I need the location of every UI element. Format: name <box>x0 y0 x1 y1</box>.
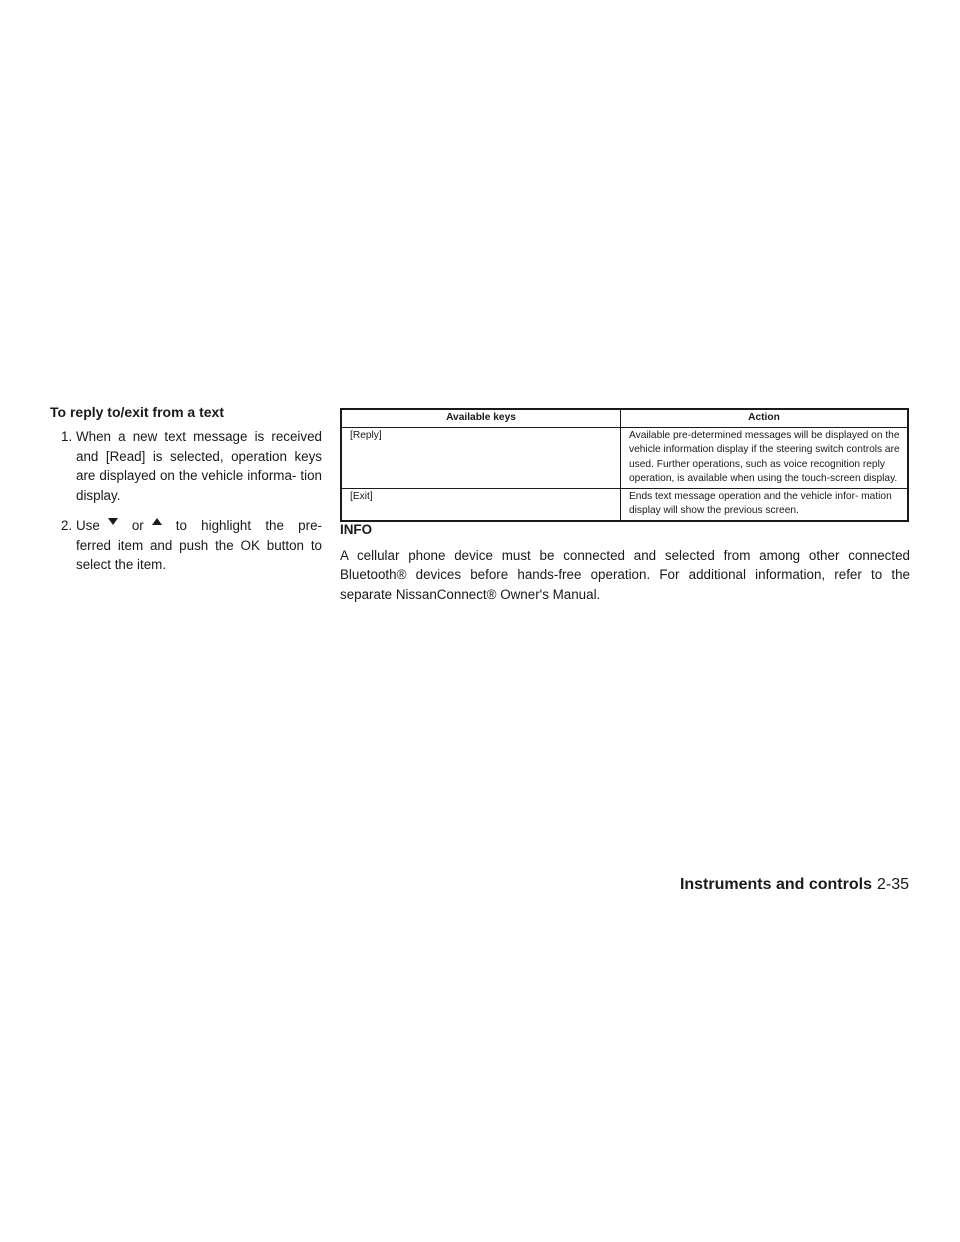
step-text: When a new text message is received and [Read] is selected, operation keys are displayed on the vehicle informa- tion display. <box>76 429 322 503</box>
reply-exit-section <box>50 402 322 586</box>
right-column <box>340 408 910 604</box>
step-text-before: Use <box>76 518 100 533</box>
page-number: 2-35 <box>876 876 909 893</box>
step-1 <box>50 427 322 505</box>
section-heading: To reply to/exit from a text <box>50 404 224 420</box>
arrow-down-icon <box>108 518 118 525</box>
step-2 <box>50 516 322 575</box>
header-available-keys: Available keys <box>341 409 621 427</box>
action-cell: Available pre-determined messages will be displayed on the vehicle information display if the steering switch controls are used. Further operations, such as voice recognition reply operation, is available when using the touch-screen display. <box>621 427 909 488</box>
step-text-middle: or <box>131 518 144 533</box>
step-number: 1. <box>61 429 73 444</box>
info-heading: INFO <box>340 521 372 537</box>
table-row <box>341 488 908 521</box>
arrow-up-icon <box>152 518 162 525</box>
available-keys-table <box>340 408 909 522</box>
header-action: Action <box>621 409 909 427</box>
table-row <box>341 427 908 488</box>
key-cell: [Reply] <box>341 427 621 488</box>
footer-section-title: Instruments and controls <box>679 876 872 893</box>
info-text: A cellular phone device must be connected and selected from among other connected Bluetooth® devices before hands-free operation. For additional information, refer to the separate NissanConnect® Owner's Manual. <box>340 547 910 602</box>
table-header-row <box>341 409 908 427</box>
key-cell: [Exit] <box>341 488 621 521</box>
action-cell: Ends text message operation and the vehicle infor- mation display will show the previous screen. <box>621 488 909 521</box>
page-footer <box>680 876 909 894</box>
step-number: 2. <box>61 518 73 533</box>
step-text-after: to highlight the pre- ferred item and push the OK button to select the item. <box>76 518 322 572</box>
